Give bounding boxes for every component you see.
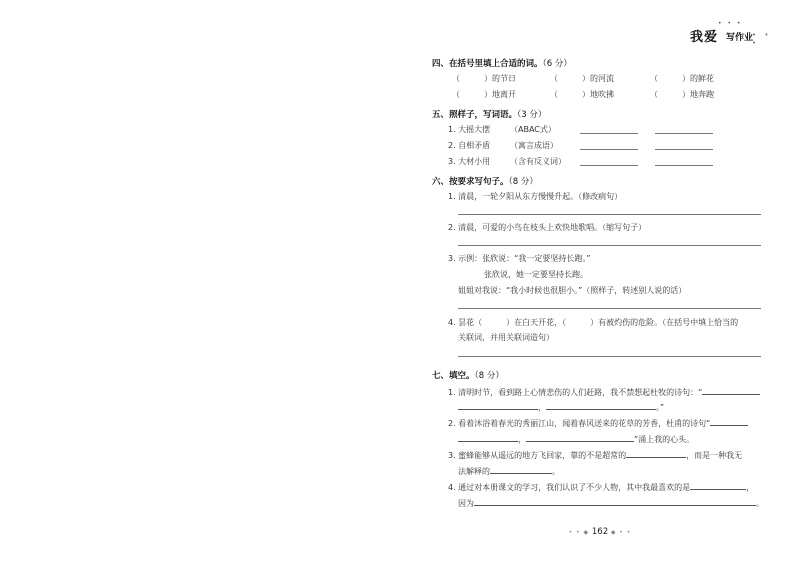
- s7-q2-sep: ，: [518, 435, 526, 444]
- section6-title: 六、按要求写句子。: [432, 177, 509, 187]
- s7-q3-blank-a: [626, 448, 686, 458]
- s7-q2-blank-b: [458, 432, 518, 442]
- s6-q4-line1: 4. 昙花（ ）在白天开花，（ ）有被灼伤的危险。（在括号中填上恰当的: [448, 318, 739, 327]
- s6-q1-answer-line: [458, 214, 761, 215]
- section7-heading: [432, 369, 504, 381]
- s7-q4-line1: [448, 480, 754, 493]
- s4-item-6: （ ）地奔跑: [650, 90, 714, 99]
- s5-blank-2a: [580, 149, 638, 150]
- s6-q4-answer-line: [458, 356, 761, 357]
- s7-q1-line2: [458, 400, 664, 413]
- s6-q3-example: 3. 示例：张欣说：“我一定要坚持长跑。”: [448, 254, 591, 263]
- s7-q4-line2: [458, 496, 764, 509]
- s5-blank-1b: [655, 133, 713, 134]
- s7-q1-sep: ，: [538, 403, 546, 412]
- s7-q4-end: 。: [756, 499, 764, 508]
- brand-dots-side: • • •: [752, 31, 772, 47]
- s7-q4-blank-a: [690, 480, 746, 490]
- section6-points: （8 分）: [508, 177, 538, 187]
- section6-heading: [432, 175, 538, 187]
- s6-q4-line2: 关联词，并用关联词造句）: [458, 333, 554, 342]
- s6-q1: 1. 清晨，一轮夕阳从东方慢慢升起。（修改病句）: [448, 192, 623, 201]
- s7-q3-line1: [448, 448, 742, 461]
- s7-q3-line2: [458, 464, 560, 477]
- section5-points: （3 分）: [517, 110, 547, 120]
- s7-q1-end: 。”: [656, 403, 665, 412]
- s7-q2-blank-a: [710, 416, 748, 426]
- s4-item-1: （ ）的节日: [452, 74, 516, 83]
- section4-heading: [432, 57, 572, 69]
- s6-q2: 2. 清晨，可爱的小鸟在枝头上欢快地歌唱。（缩写句子）: [448, 223, 647, 232]
- s6-q3-answer-line: [458, 308, 761, 309]
- s7-q4-text: 4. 通过对本册课文的学习，我们认识了不少人物，其中我最喜欢的是: [448, 483, 691, 492]
- s7-q1-line1: [448, 385, 760, 398]
- s5-blank-1a: [580, 133, 638, 134]
- s6-q3-task: 姐姐对我说：“我小时候也很胆小。”（照样子，转述别人说的话）: [458, 286, 687, 295]
- brand-logo: [686, 20, 776, 47]
- s7-q2-blank-c: [526, 432, 634, 442]
- section5-title: 五、照样子，写词语。: [432, 110, 518, 120]
- s5-type-1: （ABAC式）: [510, 125, 556, 134]
- s7-q3-blank-b: [490, 464, 552, 474]
- s7-q2-line1: [448, 416, 748, 429]
- page-footer: [560, 527, 640, 537]
- s7-q2-text: 2. 看着沐浴着春光的秀丽江山，闻着春风送来的花草的芳香，杜甫的诗句“: [448, 419, 711, 428]
- page-number: 162: [591, 527, 609, 537]
- s7-q1-text: 1. 清明时节，看到路上心情悲伤的人们赶路，我不禁想起杜牧的诗句：“: [448, 388, 703, 397]
- footer-dots-right: ◆ • •: [610, 529, 632, 536]
- section5-heading: [432, 108, 546, 120]
- s7-q4-text2: 因为: [458, 499, 474, 508]
- s7-q2-end: ”涌上我的心头。: [634, 435, 695, 444]
- section7-points: （8 分）: [474, 371, 504, 381]
- s5-blank-3a: [580, 165, 638, 166]
- s4-item-2: （ ）的河流: [550, 74, 614, 83]
- s5-type-3: （含有反义词）: [510, 157, 566, 166]
- s7-q3-text: 3. 蜜蜂能够从遥远的地方飞回家，靠的不是超常的: [448, 451, 627, 460]
- brand-sub-text: 写作业: [726, 33, 754, 43]
- s7-q3-text-end: ，而是一种我无: [686, 451, 743, 460]
- s5-type-2: （寓言成语）: [510, 141, 558, 150]
- s4-item-4: （ ）地离开: [452, 90, 516, 99]
- s7-q3-text2: 法解释的: [458, 467, 490, 476]
- s5-word-1: 1. 大摇大摆: [448, 125, 491, 134]
- s5-word-3: 3. 大材小用: [448, 157, 491, 166]
- s5-word-2: 2. 自相矛盾: [448, 141, 491, 150]
- s7-q1-blank-b: [458, 400, 538, 410]
- s5-blank-3b: [655, 165, 713, 166]
- s7-q2-line2: [458, 432, 694, 445]
- section4-points: （6 分）: [542, 59, 572, 69]
- section7-title: 七、填空。: [432, 371, 475, 381]
- brand-dots-top: • • •: [718, 20, 743, 27]
- section4-title: 四、在括号里填上合适的词。: [432, 59, 543, 69]
- s7-q4-text-end: ，: [746, 483, 755, 492]
- brand-main-text: 我爱: [690, 30, 719, 45]
- s4-item-3: （ ）的鲜花: [650, 74, 714, 83]
- s6-q2-answer-line: [458, 245, 761, 246]
- s7-q1-blank-c: [546, 400, 656, 410]
- s7-q3-end: 。: [552, 467, 560, 476]
- s7-q1-blank-a: [702, 385, 760, 395]
- footer-dots-left: • • ◆: [568, 529, 590, 536]
- s7-q4-blank-b: [474, 496, 756, 506]
- s5-blank-2b: [655, 149, 713, 150]
- s6-q3-example-reported: 张欣说，她一定要坚持长跑。: [484, 270, 588, 279]
- s4-item-5: （ ）地吹拂: [550, 90, 614, 99]
